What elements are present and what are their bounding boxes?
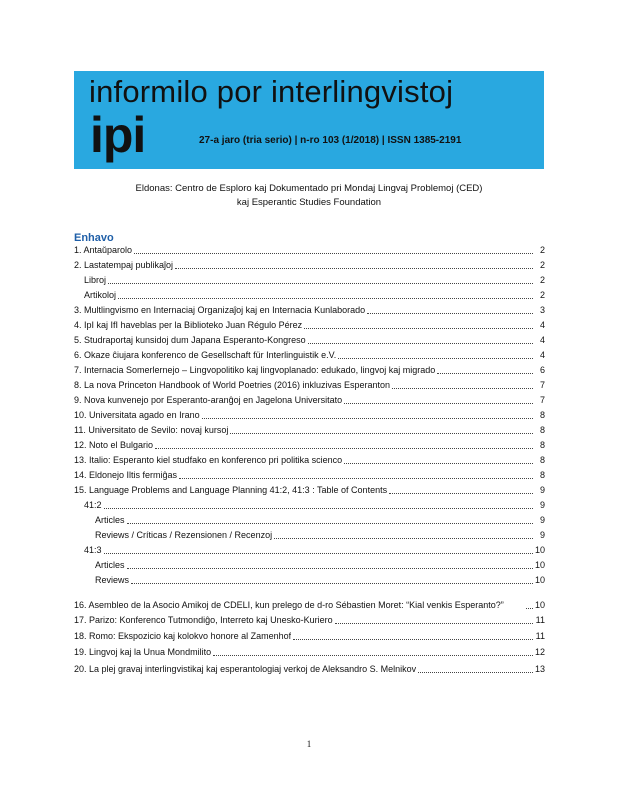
toc-entry-page: 3 — [539, 305, 545, 315]
toc-entry-page: 9 — [539, 515, 545, 525]
header-banner — [74, 71, 544, 169]
toc-entry[interactable] — [74, 410, 545, 421]
toc-heading: Enhavo — [74, 232, 114, 244]
toc-entry-title: 7. Internacia Somerlernejo – Lingvopolitiko kaj lingvoplanado: edukado, lingvoj kaj migrado — [74, 365, 436, 375]
toc-entry[interactable] — [74, 615, 545, 626]
banner-title: informilo por interlingvistoj — [89, 74, 454, 109]
toc-entry-page: 10 — [534, 545, 545, 555]
toc-leader — [418, 672, 533, 673]
toc-leader — [293, 639, 533, 640]
toc-entry[interactable] — [84, 275, 545, 286]
toc-leader — [118, 298, 533, 299]
toc-leader — [344, 463, 533, 464]
toc-entry-page: 9 — [539, 500, 545, 510]
toc-leader — [104, 508, 533, 509]
toc-entry-page: 10 — [534, 600, 545, 610]
issue-line: 27-a jaro (tria serio) | n-ro 103 (1/2018) | ISSN 1385-2191 — [199, 135, 462, 146]
toc-entry[interactable] — [74, 320, 545, 331]
toc-entry-title: 2. Lastatempaj publikaĵoj — [74, 260, 174, 270]
toc-entry-page: 10 — [534, 575, 545, 585]
toc-leader — [338, 358, 533, 359]
toc-entry-page: 2 — [539, 260, 545, 270]
toc-leader — [389, 493, 533, 494]
publisher-line-2: kaj Esperantic Studies Foundation — [236, 197, 382, 208]
toc-leader — [230, 433, 533, 434]
toc-leader — [213, 655, 533, 656]
toc-entry-title: 14. Eldonejo Iltis fermiĝas — [74, 470, 178, 480]
toc-entry-title: Reviews — [95, 575, 130, 585]
toc-leader — [179, 478, 533, 479]
toc-entry[interactable] — [95, 560, 545, 571]
toc-leader — [127, 568, 533, 569]
toc-entry-page: 8 — [539, 440, 545, 450]
toc-entry-title: 17. Parizo: Konferenco Tutmondiĝo, Interreto kaj Unesko-Kuriero — [74, 615, 333, 625]
toc-entry-page: 4 — [539, 335, 545, 345]
ipi-logo: ipi — [90, 107, 146, 163]
toc-leader — [392, 388, 533, 389]
toc-entry-title: Libroj — [84, 275, 107, 285]
toc-entry[interactable] — [74, 350, 545, 361]
toc-entry-title: 6. Okaze ĉiujara konferenco de Gesellschaft für Interlinguistik e.V. — [74, 350, 337, 360]
toc-leader — [274, 538, 533, 539]
toc-entry-title: 19. Lingvoj kaj la Unua Mondmilito — [74, 647, 212, 657]
toc-entry-page: 8 — [539, 470, 545, 480]
toc-entry-page: 6 — [539, 365, 545, 375]
toc-entry[interactable] — [74, 664, 545, 675]
toc-entry-page: 2 — [539, 275, 545, 285]
toc-leader — [175, 268, 533, 269]
toc-leader — [335, 623, 533, 624]
toc-leader — [304, 328, 533, 329]
toc-entry-page: 8 — [539, 410, 545, 420]
toc-entry-title: 8. La nova Princeton Handbook of World Poetries (2016) inkluzivas Esperanton — [74, 380, 391, 390]
toc-entry[interactable] — [84, 545, 545, 556]
toc-entry-title: 13. Italio: Esperanto kiel studfako en konferenco pri politika scienco — [74, 455, 343, 465]
toc-entry[interactable] — [74, 631, 545, 642]
toc-entry[interactable] — [74, 455, 545, 466]
toc-entry[interactable] — [74, 485, 545, 496]
toc-entry[interactable] — [74, 305, 545, 316]
toc-entry-page: 7 — [539, 395, 545, 405]
toc-entry-page: 8 — [539, 425, 545, 435]
toc-leader — [202, 418, 533, 419]
toc-leader — [437, 373, 533, 374]
toc-entry-page: 9 — [539, 485, 545, 495]
toc-entry-title: Articles — [95, 515, 125, 525]
toc-entry-title: 5. Studraportaj kunsidoj dum Japana Esperanto-Kongreso — [74, 335, 306, 345]
toc-entry-page: 8 — [539, 455, 545, 465]
toc-leader — [104, 553, 533, 554]
toc-entry[interactable] — [74, 380, 545, 391]
toc-leader — [308, 343, 533, 344]
toc-entry[interactable] — [84, 500, 545, 511]
toc-entry-title: 18. Romo: Ekspozicio kaj kolokvo honore al Zamenhof — [74, 631, 292, 641]
toc-leader — [155, 448, 533, 449]
toc-entry-page: 2 — [539, 245, 545, 255]
toc-entry[interactable] — [74, 365, 545, 376]
toc-entry[interactable] — [74, 425, 545, 436]
toc-entry-title: 9. Nova kunvenejo por Esperanto-aranĝoj en Jagelona Universitato — [74, 395, 343, 405]
toc-entry-title: 20. La plej gravaj interlingvistikaj kaj esperantologiaj verkoj de Aleksandro S. Melnikov — [74, 664, 417, 674]
toc-entry[interactable] — [74, 335, 545, 346]
toc-entry-page: 13 — [534, 664, 545, 674]
toc-entry-title: 12. Noto el Bulgario — [74, 440, 154, 450]
toc-entry[interactable] — [95, 530, 545, 541]
toc-entry-page: 4 — [539, 320, 545, 330]
toc-entry-title: 3. Multlingvismo en Internaciaj Organizaĵoj kaj en Internacia Kunlaborado — [74, 305, 366, 315]
toc-leader — [127, 523, 533, 524]
toc-leader — [344, 403, 533, 404]
toc-entry-title: 11. Universitato de Sevilo: novaj kursoj — [74, 425, 229, 435]
toc-entry[interactable] — [74, 440, 545, 451]
toc-leader — [367, 313, 533, 314]
toc-entry-page: 11 — [535, 615, 545, 625]
toc-entry-page: 10 — [534, 560, 545, 570]
toc-leader — [131, 583, 533, 584]
page-number: 1 — [306, 739, 312, 749]
toc-entry-title: 41:3 — [84, 545, 102, 555]
publisher-line-1: Eldonas: Centro de Esploro kaj Dokumentado pri Mondaj Lingvaj Problemoj (CED) — [135, 183, 483, 194]
toc-entry-page: 11 — [535, 631, 545, 641]
toc-entry-title: 1. Antaŭparolo — [74, 245, 133, 255]
toc-leader — [526, 608, 533, 609]
toc-leader — [108, 283, 533, 284]
toc-entry[interactable] — [74, 470, 545, 481]
toc-entry-page: 9 — [539, 530, 545, 540]
toc-entry-title: 15. Language Problems and Language Planning 41:2, 41:3 : Table of Contents — [74, 485, 388, 495]
toc-entry-page: 7 — [539, 380, 545, 390]
toc-entry[interactable] — [74, 245, 545, 256]
toc-entry[interactable] — [74, 260, 545, 271]
toc-entry-title: 16. Asembleo de la Asocio Amikoj de CDELI, kun prelego de d-ro Sébastien Moret: “Kial venkis Esperanto?” — [74, 600, 504, 610]
toc-entry-title: 10. Universitata agado en Irano — [74, 410, 200, 420]
toc-entry-title: 4. IpI kaj IfI haveblas per la Biblioteko Juan Régulo Pérez — [74, 320, 303, 330]
toc-entry-page: 2 — [539, 290, 545, 300]
toc-entry[interactable] — [95, 515, 545, 526]
toc-entry-title: Articles — [95, 560, 125, 570]
toc-entry[interactable] — [74, 585, 545, 611]
toc-entry[interactable] — [74, 395, 545, 406]
toc-entry[interactable] — [74, 647, 545, 658]
toc-leader — [134, 253, 533, 254]
toc-entry-page: 4 — [539, 350, 545, 360]
toc-entry[interactable] — [84, 290, 545, 301]
toc-entry-page: 12 — [534, 647, 545, 657]
toc-entry-title: 41:2 — [84, 500, 102, 510]
toc-entry-title: Artikoloj — [84, 290, 117, 300]
toc-entry-title: Reviews / Críticas / Rezensionen / Recenzoj — [95, 530, 273, 540]
